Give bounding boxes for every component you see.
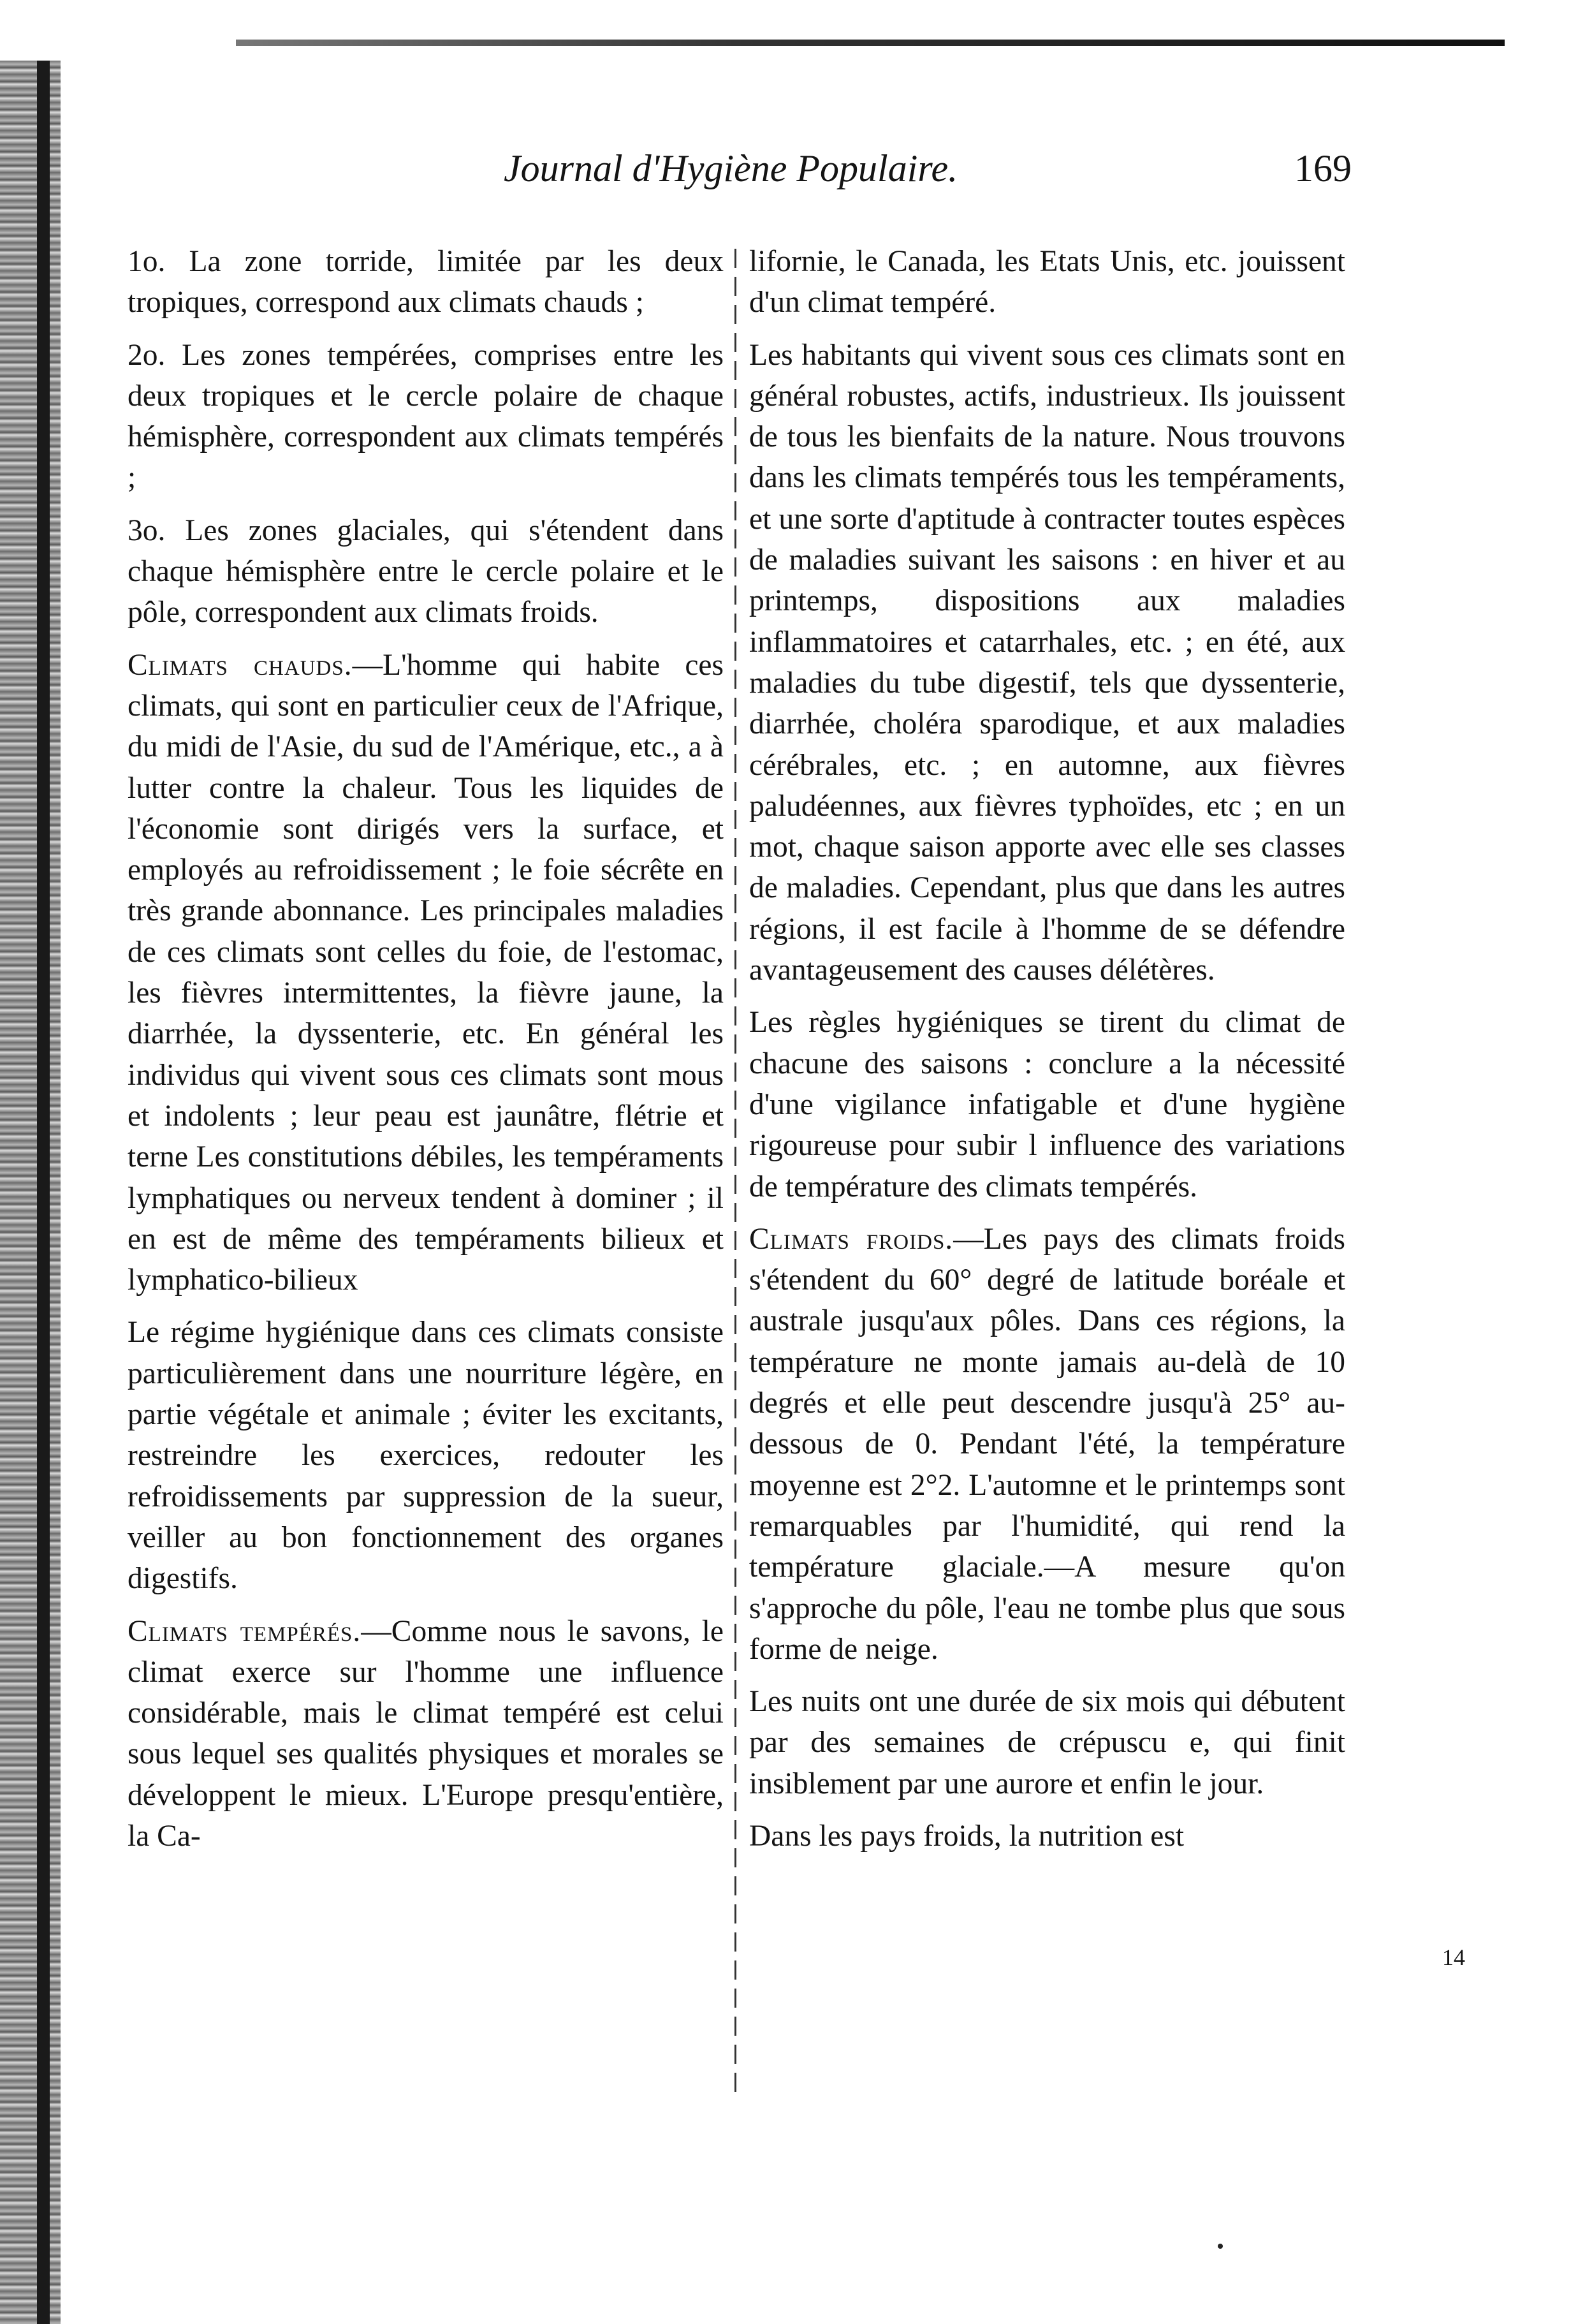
page-number: 169: [1294, 147, 1352, 189]
paragraph: [749, 1816, 1345, 1857]
paragraph-text: 2o. Les zones tempérées, comprises entre les deux tropiques et le cercle polaire de chaque hémisphère, correspondent aux climats tempérés ;: [128, 338, 724, 495]
paragraph: [128, 241, 724, 323]
section-paragraph: [128, 645, 724, 1301]
paragraph-text: 1o. La zone torride, limitée par les deux tropiques, correspond aux climats chauds ;: [128, 245, 724, 320]
page-edge-shadow: [0, 61, 61, 2324]
paragraph-text: —Les pays des climats froids s'étendent du 60° degré de latitude boréale et australe jusqu'aux pôles. Dans ces régions, la température ne monte jamais au-delà de 10 degrés et elle peut descendre jusqu'à 25° au-dessous de 0. Pendant l'été, la température moyenne est 2°2. L'automne et le printemps sont remarquables par l'humidité, qui rend la température glaciale.—A mesure qu'on s'approche du pôle, l'eau ne tombe plus que sous forme de neige.: [749, 1222, 1345, 1666]
paragraph: [128, 1312, 724, 1599]
section-paragraph: [749, 1219, 1345, 1670]
section-heading: Climats tempérés.: [128, 1614, 361, 1648]
paragraph-text: —Comme nous le savons, le climat exerce sur l'homme une influence considérable, mais le climat tempéré est celui sous lequel ses qualités physiques et morales se développent le mieux. L'Europe presqu'entière, la Ca-: [128, 1614, 724, 1853]
column-divider: [734, 249, 736, 2098]
paper-speck: [1218, 2244, 1223, 2249]
section-paragraph: [128, 1611, 724, 1857]
paragraph-text: lifornie, le Canada, les Etats Unis, etc. jouissent d'un climat tempéré.: [749, 245, 1345, 320]
left-column: [128, 241, 724, 1857]
paragraph-text: Les règles hygiéniques se tirent du climat de chacune des saisons : conclure a la nécessité d'une vigilance infatigable et d'une hygiène rigoureuse pour subir l influence des variations de température des climats tempérés.: [749, 1006, 1345, 1203]
paragraph-text: Le régime hygiénique dans ces climats consiste particulièrement dans une nourriture légère, en partie végétale et animale ; éviter les excitants, restreindre les exercices, redouter les refroidissements par suppression de la sueur, veiller au bon fonctionnement des organes digestifs.: [128, 1316, 724, 1596]
paragraph: [128, 335, 724, 499]
paragraph-text: 3o. Les zones glaciales, qui s'étendent dans chaque hémisphère entre le cercle polaire et le pôle, correspondent aux climats froids.: [128, 513, 724, 629]
binding-edge: [37, 61, 50, 2324]
paragraph: [749, 1681, 1345, 1804]
paragraph: [128, 510, 724, 633]
paragraph: [749, 335, 1345, 991]
right-column: [749, 241, 1345, 1857]
journal-title: Journal d'Hygiène Populaire.: [504, 147, 958, 189]
paragraph: [749, 1002, 1345, 1207]
top-rule: [236, 40, 1505, 46]
paragraph: [749, 241, 1345, 323]
section-heading: Climats chauds.: [128, 648, 353, 682]
paragraph-text: Les habitants qui vivent sous ces climats sont en général robustes, actifs, industrieux. Ils jouissent de tous les bienfaits de la nature. Nous trouvons dans les climats tempérés tous les tempéraments, et une sorte d'aptitude à contracter toutes espèces de maladies suivant les saisons : en hiver et au printemps, dispositions aux maladies inflammatoires et catarrhales, etc. ; en été, aux maladies du tube digestif, tels que dyssenterie, diarrhée, choléra sparodique, et aux maladies cérébrales, etc. ; en automne, aux fièvres paludéennes, aux fièvres typhoïdes, etc ; en un mot, chaque saison apporte avec elle ses classes de maladies. Cependant, plus que dans les autres régions, il est facile à l'homme de se défendre avantageusement des causes délétères.: [749, 338, 1345, 987]
section-heading: Climats froids.: [749, 1222, 954, 1256]
paragraph-text: —L'homme qui habite ces climats, qui sont en particulier ceux de l'Afrique, du midi de l'Asie, du sud de l'Amérique, etc., a à lutter contre la chaleur. Tous les liquides de l'économie sont dirigés vers la surface, et employés au refroidissement ; le foie sécrête en très grande abonnance. Les principales maladies de ces climats sont celles du foie, de l'estomac, les fièvres intermittentes, la fièvre jaune, la diarrhée, la dyssenterie, etc. En général les individus qui vivent sous ces climats sont mous et indolents ; leur peau est jaunâtre, flétrie et terne Les constitutions débiles, les tempéraments lymphatiques ou nerveux tendent à dominer ; il en est de même des tempéraments bilieux et lymphatico-bilieux: [128, 648, 724, 1297]
paragraph-text: Les nuits ont une durée de six mois qui débutent par des semaines de crépuscu e, qui finit insiblement par une aurore et enfin le jour.: [749, 1685, 1345, 1800]
paragraph-text: Dans les pays froids, la nutrition est: [749, 1819, 1185, 1853]
margin-note: 14: [1442, 1945, 1465, 1970]
running-header: [504, 147, 1352, 210]
